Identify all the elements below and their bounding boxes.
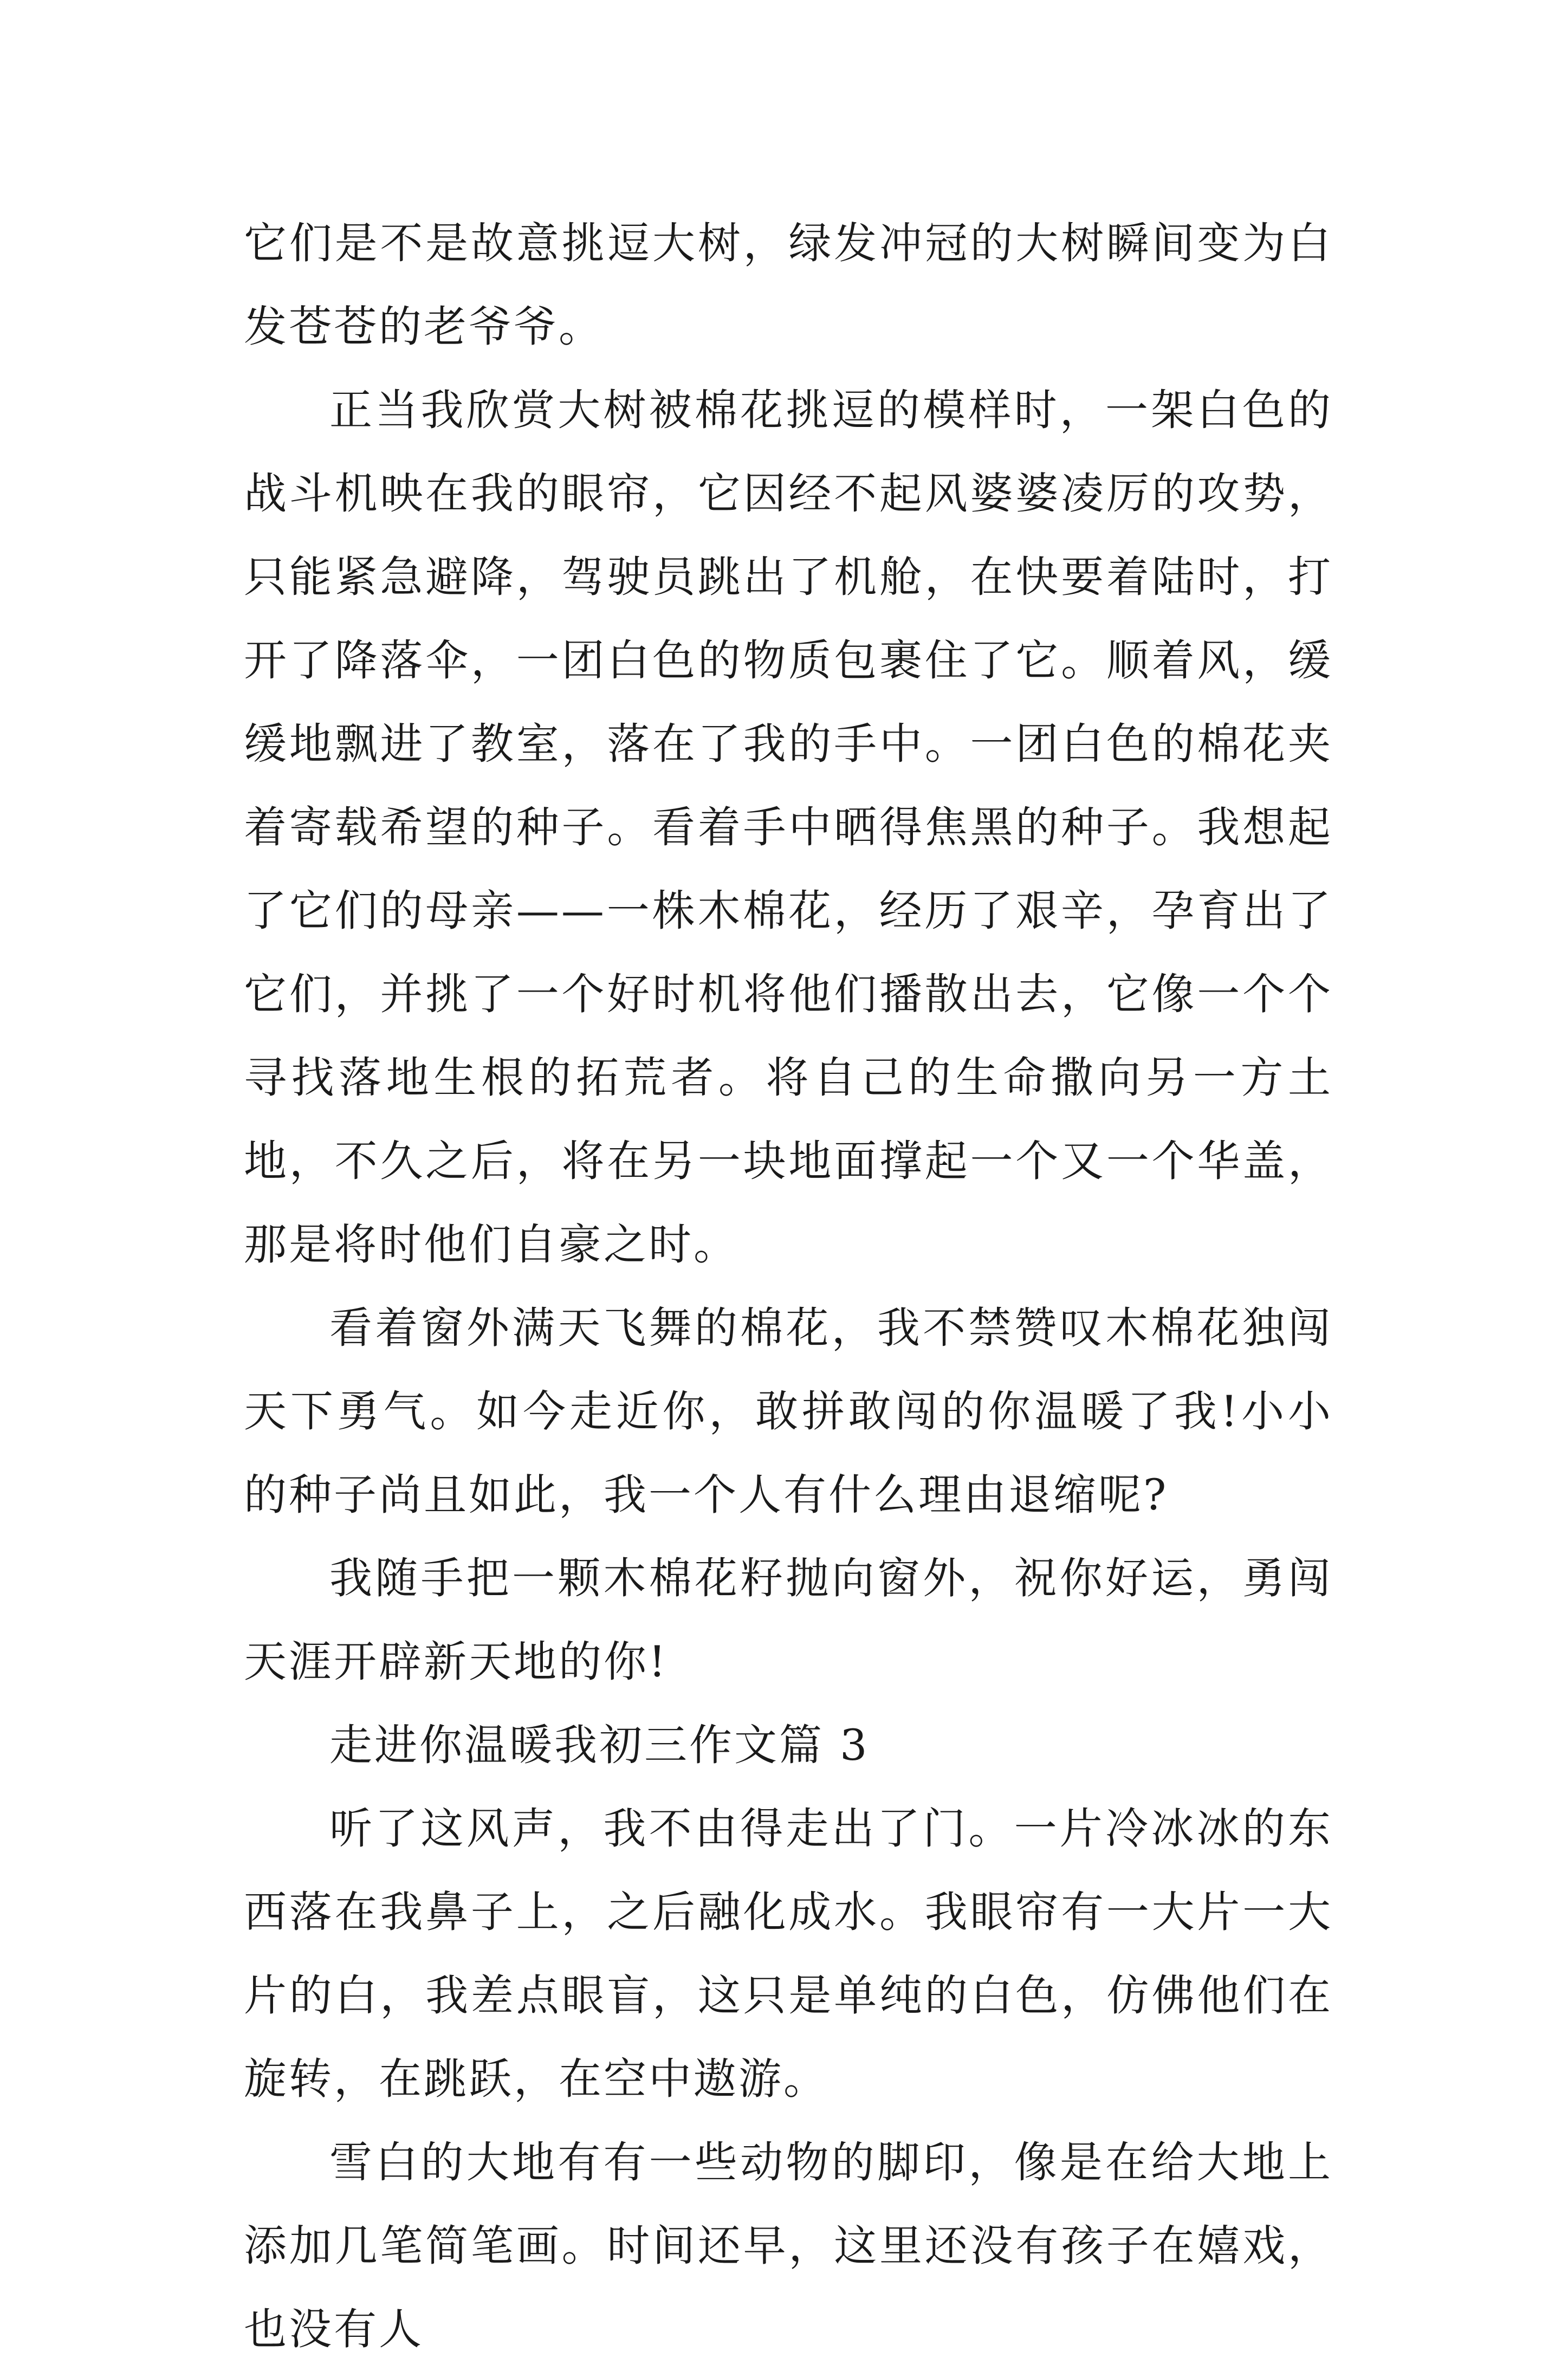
paragraph: 听了这风声，我不由得走出了门。一片冷冰冰的东西落在我鼻子上，之后融化成水。我眼帘有一大片一大片的白，我差点眼盲，这只是单纯的白色，仿佛他们在旋转，在跳跃，在空中遨游。 — [244, 1804, 1333, 2104]
paragraph: 看着窗外满天飞舞的棉花，我不禁赞叹木棉花独闯天下勇气。如今走近你，敢拼敢闯的你温暖了我!小小的种子尚且如此，我一个人有什么理由退缩呢? — [244, 1303, 1333, 1520]
paragraph: 我随手把一颗木棉花籽抛向窗外，祝你好运，勇闯天涯开辟新天地的你! — [244, 1553, 1333, 1687]
paragraph: 正当我欣赏大树被棉花挑逗的模样时，一架白色的战斗机映在我的眼帘，它因经不起风婆婆凌厉的攻势，只能紧急避降，驾驶员跳出了机舱，在快要着陆时，打开了降落伞，一团白色的物质包裹住了它。顺着风，缓缓地飘进了教室，落在了我的手中。一团白色的棉花夹着寄载希望的种子。看着手中晒得焦黑的种子。我想起了它们的母亲——一株木棉花，经历了艰辛，孕育出了它们，并挑了一个好时机将他们播散出去，它像一个个寻找落地生根的拓荒者。将自己的生命撒向另一方土地，不久之后，将在另一块地面撑起一个又一个华盖，那是将时他们自豪之时。 — [244, 385, 1333, 1269]
section-heading: 走进你温暖我初三作文篇 3 — [329, 1720, 870, 1770]
document-body — [244, 202, 1333, 2371]
paragraph: 它们是不是故意挑逗大树，绿发冲冠的大树瞬间变为白发苍苍的老爷爷。 — [244, 218, 1333, 352]
paragraph: 雪白的大地有有一些动物的脚印，像是在给大地上添加几笔简笔画。时间还早，这里还没有孩子在嬉戏，也没有人 — [244, 2137, 1333, 2354]
